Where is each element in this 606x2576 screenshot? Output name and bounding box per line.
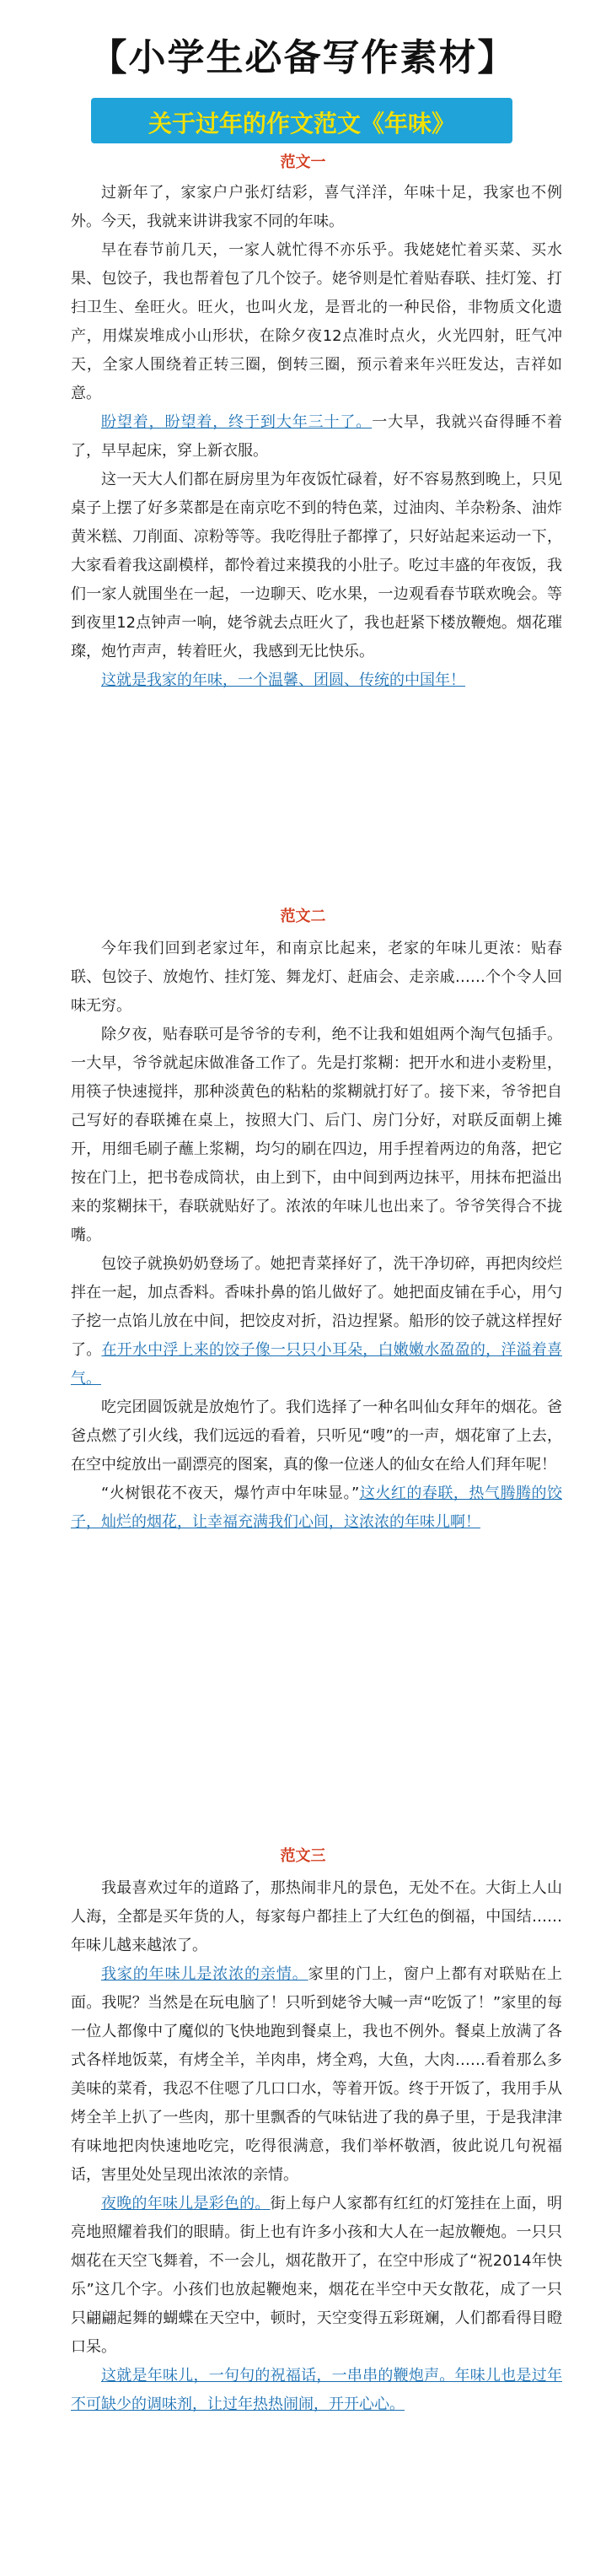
paragraph xyxy=(71,935,562,1021)
section-2 xyxy=(0,904,606,1537)
paragraph xyxy=(71,1960,562,2190)
paragraph xyxy=(71,1393,562,1479)
highlighted-text: 夜晚的年味儿是彩色的。 xyxy=(101,2195,271,2212)
paragraph xyxy=(71,466,562,666)
paragraph-text: 吃完团圆饭就是放炮竹了。我们选择了一种名叫仙女拜年的烟花。爸爸点燃了引火线，我们远远的看着，只听见“嗖”的一声，烟花窜了上去，在空中绽放出一副漂亮的图案，真的像一位迷人的仙女在给人们拜年呢！ xyxy=(71,1398,562,1474)
paragraph-text: 家里的门上，窗户上都有对联贴在上面。我呢？当然是在玩电脑了！只听到姥爷大喊一声“吃饭了！”家里的每一位人都像中了魔似的飞快地跑到餐桌上，我也不例外。餐桌上放满了各式各样地饭菜，有烤全羊，羊肉串，烤全鸡，大鱼，大肉……看着那么多美味的菜肴，我忍不住嗯了几口口水，等着开饭。终于开饭了，我用手从烤全羊上扒了一些肉，那十里飘香的气味钻进了我的鼻子里，于是我津津有味地把肉快速地吃完，吃得很满意，我们举杯敬酒，彼此说几句祝福话，害里处处呈现出浓浓的亲情。 xyxy=(71,1965,563,2184)
section-title: 范文二 xyxy=(280,908,326,925)
section-3 xyxy=(0,1844,606,2419)
subtitle-banner xyxy=(91,98,512,143)
paragraph xyxy=(71,2190,562,2362)
highlighted-text: 盼望着，盼望着，终于到大年三十了。 xyxy=(101,413,373,431)
highlighted-text: 这就是年味儿，一句句的祝福话，一串串的鞭炮声。年味儿也是过年不可缺少的调味剂，让过年热热闹闹，开开心心。 xyxy=(71,2367,562,2413)
section-body xyxy=(0,1874,606,2419)
paragraph xyxy=(71,2362,562,2419)
paragraph xyxy=(71,1021,562,1250)
paragraph-text: 过新年了，家家户户张灯结彩，喜气洋洋，年味十足，我家也不例外。今天，我就来讲讲我家不同的年味。 xyxy=(71,184,562,230)
paragraph xyxy=(71,666,562,695)
paragraph xyxy=(71,408,562,466)
paragraph xyxy=(71,1874,562,1960)
highlighted-text: 在开水中浮上来的饺子像一只只小耳朵，白嫩嫩水盈盈的，洋溢着喜气。 xyxy=(71,1341,562,1388)
section-body xyxy=(0,179,606,695)
section-title: 范文三 xyxy=(280,1847,326,1865)
paragraph-text: 这一天大人们都在厨房里为年夜饭忙碌着，好不容易熬到晚上，只见桌子上摆了好多菜都是在南京吃不到的特色菜，过油肉、羊杂粉条、油炸黄米糕、刀削面、凉粉等等。我吃得肚子都撑了，只好站起来运动一下，大家看着我这副模样，都怜着过来摸我的小肚子。吃过丰盛的年夜饭，我们一家人就围坐在一起，一边聊天、吃水果，一边观看春节联欢晚会。等到夜里12点钟声一响，姥爷就去点旺火了，我也赶紧下楼放鞭炮。烟花璀璨，炮竹声声，转着旺火，我感到无比快乐。 xyxy=(71,471,562,660)
paragraph xyxy=(71,1479,562,1537)
section-title: 范文一 xyxy=(280,154,326,171)
paragraph xyxy=(71,179,562,236)
main-title: 【小学生必备写作素材】 xyxy=(89,36,517,79)
subtitle: 关于过年的作文范文《年味》 xyxy=(147,110,455,137)
header xyxy=(0,0,606,160)
paragraph-text: “火树银花不夜天，爆竹声中年味显。” xyxy=(101,1485,360,1502)
section-body xyxy=(0,935,606,1537)
paragraph-text: 除夕夜，贴春联可是爷爷的专利，绝不让我和姐姐两个淘气包插手。一大早，爷爷就起床做准备工作了。先是打浆糊：把开水和进小麦粉里，用筷子快速搅拌，那种淡黄色的粘粘的浆糊就打好了。接下来，爷爷把自己写好的春联摊在桌上，按照大门、后门、房门分好，对联反面朝上摊开，用细毛刷子蘸上浆糊，均匀的刷在四边，用手捏着两边的角落，把它按在门上，把书卷成筒状，由上到下，由中间到两边抹平，用抹布把溢出来的浆糊抹干，春联就贴好了。浓浓的年味儿也出来了。爷爷笑得合不拢嘴。 xyxy=(71,1026,562,1244)
paragraph-text: 街上每户人家都有红红的灯笼挂在上面，明亮地照耀着我们的眼睛。街上也有许多小孩和大人在一起放鞭炮。一只只烟花在天空飞舞着，不一会儿，烟花散开了，在空中形成了“祝2014年快乐”这几个字。小孩们也放起鞭炮来，烟花在半空中天女散花，成了一只只翩翩起舞的蝴蝶在天空中，顿时，天空变得五彩斑斓，人们都看得目瞪口呆。 xyxy=(71,2195,562,2356)
highlighted-text: 我家的年味儿是浓浓的亲情。 xyxy=(101,1965,308,1983)
paragraph-text: 包饺子就换奶奶登场了。她把青菜择好了，洗干净切碎，再把肉绞烂拌在一起，加点香料。香味扑鼻的馅儿做好了。她把面皮铺在手心，用勺子挖一点馅儿放在中间，把饺皮对折，沿边捏紧。船形的饺子就这样捏好了。 xyxy=(71,1255,562,1359)
paragraph xyxy=(71,236,562,408)
paragraph-text: 我最喜欢过年的道路了，那热闹非凡的景色，无处不在。大街上人山人海，全都是买年货的人，每家每户都挂上了大红色的倒福，中国结……年味儿越来越浓了。 xyxy=(71,1879,562,1954)
section-1 xyxy=(0,145,606,695)
paragraph-text: 今年我们回到老家过年，和南京比起来，老家的年味儿更浓：贴春联、包饺子、放炮竹、挂灯笼、舞龙灯、赶庙会、走亲戚……个个令人回味无穷。 xyxy=(71,940,562,1015)
highlighted-text: 这就是我家的年味，一个温馨、团圆、传统的中国年！ xyxy=(101,671,465,689)
highlighted-text: 这火红的春联，热气腾腾的饺子，灿烂的烟花，让幸福充满我们心间，这浓浓的年味儿啊！ xyxy=(71,1485,562,1531)
paragraph-text: 一大早，我就兴奋得睡不着了，早早起床，穿上新衣服。 xyxy=(71,413,563,460)
paragraph xyxy=(71,1250,562,1393)
paragraph-text: 早在春节前几天，一家人就忙得不亦乐乎。我姥姥忙着买菜、买水果、包饺子，我也帮着包了几个饺子。姥爷则是忙着贴春联、挂灯笼、打扫卫生、垒旺火。旺火，也叫火龙，是晋北的一种民俗，非物质文化遗产，用煤炭堆成小山形状，在除夕夜12点准时点火，火光四射，旺气冲天，全家人围绕着正转三圈，倒转三圈，预示着来年兴旺发达，吉祥如意。 xyxy=(71,241,562,402)
